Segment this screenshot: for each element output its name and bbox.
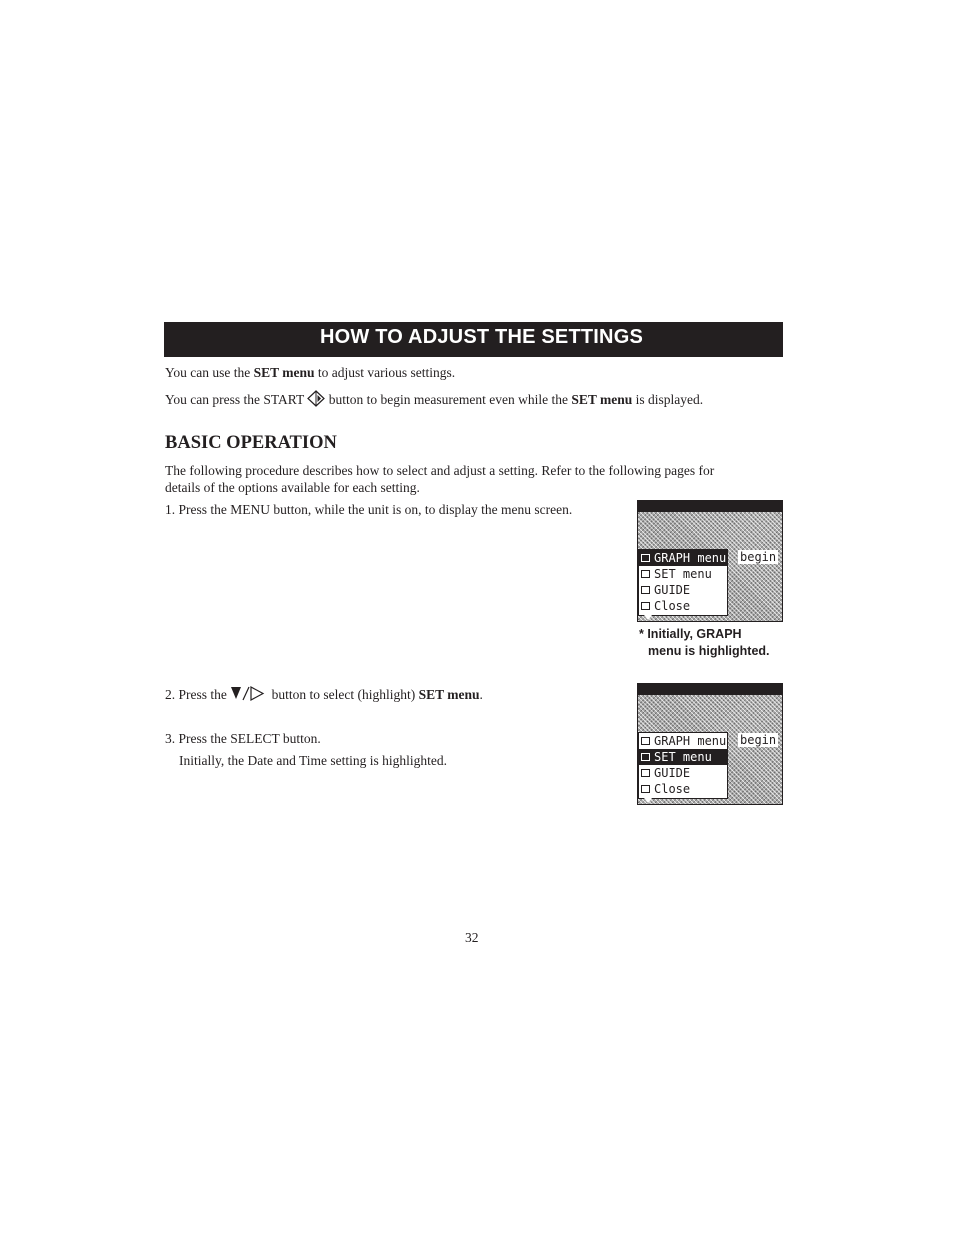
intro-line-1-bold: SET menu [253,365,315,380]
menu-pointer [644,615,652,620]
guide-icon [641,586,650,594]
menu-item-label: SET menu [654,750,712,764]
screen-side-text: begin [740,550,777,564]
intro-line-2-post: is displayed. [632,392,704,407]
menu-item-set [639,566,727,582]
menu-item-label: Close [654,782,691,796]
menu-item-label: Close [654,599,691,613]
menu-item-guide [639,582,727,598]
screen-status-bar [638,501,782,512]
intro-line-2-mid: button to begin measurement even while the [325,392,572,407]
intro-line-2-bold: SET menu [571,392,633,407]
screen-menu [638,549,728,616]
step-2-mid: button to select (highlight) [268,687,419,702]
menu-item-close [639,781,727,797]
screen-side-text: begin [740,733,777,747]
menu-pointer [644,798,652,803]
menu-item-graph [639,733,727,749]
menu-item-label: GUIDE [654,583,691,597]
down-right-arrow-icon [230,686,268,701]
intro-line-1-pre: You can use the [165,365,254,380]
intro-line-1-post: to adjust various settings. [314,365,456,380]
menu-item-graph [639,550,727,566]
intro-line-2-pre: You can press the START [165,392,308,407]
step-1: 1. Press the MENU button, while the unit is on, to display the menu screen. [165,502,573,517]
list-icon [641,570,650,578]
menu-item-label: GUIDE [654,766,691,780]
close-icon [641,785,650,793]
intro-line-2 [165,390,703,408]
step-3-note: Initially, the Date and Time setting is highlighted. [179,753,447,768]
step-2-post: . [479,687,483,702]
graph-icon [641,554,650,562]
screen-1-caption-line-2: menu is highlighted. [648,644,770,658]
close-icon [641,602,650,610]
page-number: 32 [465,930,479,945]
device-screen-1 [637,500,783,622]
guide-icon [641,769,650,777]
section-paragraph-line-1: The following procedure describes how to select and adjust a setting. Refer to the following pages for [165,463,715,478]
menu-item-guide [639,765,727,781]
menu-item-set [639,749,727,765]
step-3: 3. Press the SELECT button. [165,731,321,746]
list-icon [641,753,650,761]
screen-menu [638,732,728,799]
device-screen-2 [637,683,783,805]
page-title: HOW TO ADJUST THE SETTINGS [320,326,643,348]
menu-item-close [639,598,727,614]
screen-1-caption-line-1: * Initially, GRAPH [639,627,742,641]
menu-item-label: SET menu [654,567,712,581]
section-banner [164,322,783,357]
menu-item-label: GRAPH menu [654,734,727,748]
menu-item-label: GRAPH menu [654,551,727,565]
intro-line-1 [165,364,455,381]
section-heading: BASIC OPERATION [165,433,337,453]
start-button-icon [307,390,325,407]
section-paragraph-line-2: details of the options available for each setting. [165,480,420,495]
step-2-pre: 2. Press the [165,687,231,702]
step-2 [165,686,483,703]
screen-status-bar [638,684,782,695]
graph-icon [641,737,650,745]
step-2-bold: SET menu [418,687,480,702]
